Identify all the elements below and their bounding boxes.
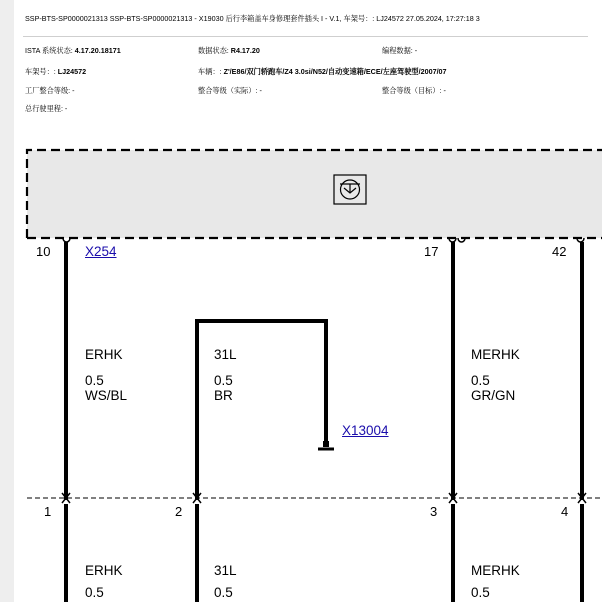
wire-name: 31L bbox=[214, 563, 237, 578]
wire-label-erhk-lower bbox=[85, 563, 123, 600]
wire-label-31l-lower bbox=[214, 563, 237, 600]
data-status-value: R4.17.20 bbox=[230, 46, 260, 55]
wire-name: 31L bbox=[214, 347, 237, 362]
connector-link-x13004[interactable]: X13004 bbox=[342, 423, 389, 438]
wire-label-erhk bbox=[85, 347, 127, 403]
ista-status-value: 4.17.20.18171 bbox=[74, 46, 121, 55]
pin-number-10: 10 bbox=[36, 244, 51, 259]
wire-name: MERHK bbox=[471, 347, 520, 362]
wire-label-31l bbox=[214, 347, 237, 403]
document-title: SSP-BTS-SP0000021313 SSP-BTS-SP0000021313 - X19030 后行李箱盖车身修理套件插头 I - V.1, 车架号：: LJ24572 27.05.2024, 17:27:18 3 bbox=[25, 14, 480, 23]
pin-number-1: 1 bbox=[44, 504, 52, 519]
wire-size: 0.5 bbox=[85, 585, 104, 600]
vin-label: 车架号：: bbox=[25, 67, 58, 76]
pin-number-2: 2 bbox=[175, 504, 183, 519]
component-box bbox=[27, 150, 602, 238]
pin-number-17: 17 bbox=[424, 244, 439, 259]
connector-link-x254[interactable]: X254 bbox=[85, 244, 117, 259]
data-status-label: 数据状态: bbox=[198, 46, 231, 55]
ista-status-label: ISTA 系统状态: bbox=[25, 46, 75, 55]
programming-data: 编程数据: - bbox=[382, 46, 418, 55]
ground-terminal-icon bbox=[318, 441, 334, 449]
wire-name: ERHK bbox=[85, 347, 123, 362]
pin-number-4: 4 bbox=[561, 504, 569, 519]
wire-color: WS/BL bbox=[85, 388, 128, 403]
pin-number-42: 42 bbox=[552, 244, 567, 259]
actual-integration-level: 整合等级（实际）: - bbox=[198, 86, 262, 95]
wire-label-merhk-lower bbox=[471, 563, 520, 600]
vin-value: LJ24572 bbox=[57, 67, 87, 76]
mileage: 总行驶里程: - bbox=[25, 104, 68, 113]
target-integration-level: 整合等级（目标）: - bbox=[382, 86, 446, 95]
wire-name: MERHK bbox=[471, 563, 520, 578]
wire-size: 0.5 bbox=[85, 373, 104, 388]
wire-size: 0.5 bbox=[214, 373, 233, 388]
vehicle-label: 车辆：: bbox=[198, 67, 224, 76]
factory-integration-level: 工厂整合等级: - bbox=[25, 86, 75, 95]
wire-color: GR/GN bbox=[471, 388, 516, 403]
vehicle-value: Z'/E86/双门轿跑车/Z4 3.0si/N52/自动变速箱/ECE/左座驾驶型/2007/07 bbox=[223, 67, 447, 76]
wire-size: 0.5 bbox=[214, 585, 233, 600]
wire-size: 0.5 bbox=[471, 585, 490, 600]
wire-color: BR bbox=[214, 388, 233, 403]
wire-size: 0.5 bbox=[471, 373, 490, 388]
wire-label-merhk bbox=[471, 347, 520, 403]
wire-name: ERHK bbox=[85, 563, 123, 578]
pin-number-3: 3 bbox=[430, 504, 438, 519]
